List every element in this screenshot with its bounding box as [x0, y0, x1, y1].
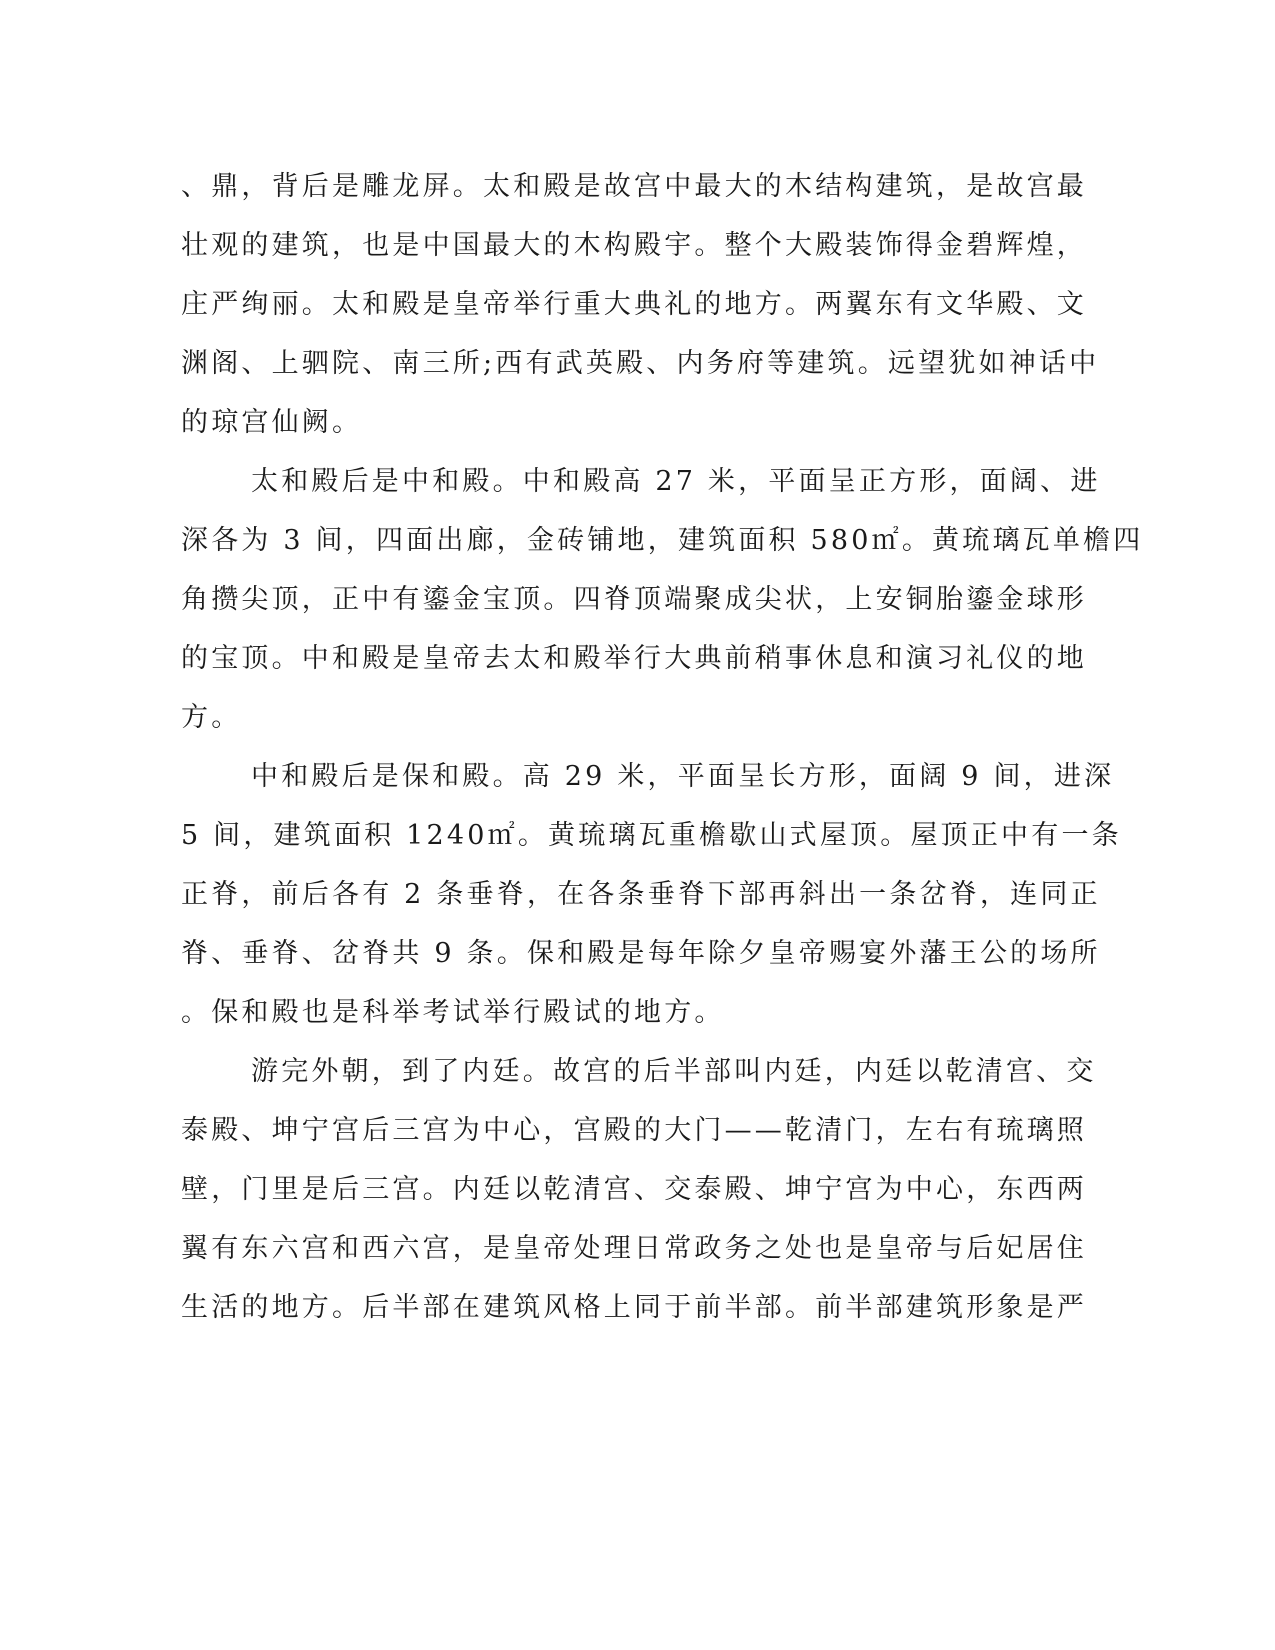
text-line: 太和殿后是中和殿。中和殿高 27 米，平面呈正方形，面阔、进 [251, 466, 1101, 497]
text-line: 壁，门里是后三宫。内廷以乾清宫、交泰殿、坤宁宫为中心，东西两 [181, 1174, 1087, 1205]
text-line: 翼有东六宫和西六宫，是皇帝处理日常政务之处也是皇帝与后妃居住 [181, 1233, 1087, 1264]
text-line: 壮观的建筑，也是中国最大的木构殿宇。整个大殿装饰得金碧辉煌， [181, 230, 1087, 261]
text-line: 中和殿后是保和殿。高 29 米，平面呈长方形，面阔 9 间，进深 [251, 761, 1115, 792]
text-line: 方。 [181, 702, 242, 733]
text-line: 、鼎，背后是雕龙屏。太和殿是故宫中最大的木结构建筑，是故宫最 [181, 171, 1087, 202]
text-line: 泰殿、坤宁宫后三宫为中心，宫殿的大门——乾清门，左右有琉璃照 [181, 1115, 1087, 1146]
text-line: 的宝顶。中和殿是皇帝去太和殿举行大典前稍事休息和演习礼仪的地 [181, 643, 1087, 674]
text-line: 角攒尖顶，正中有鎏金宝顶。四脊顶端聚成尖状，上安铜胎鎏金球形 [181, 584, 1087, 615]
text-line: 5 间，建筑面积 1240㎡。黄琉璃瓦重檐歇山式屋顶。屋顶正中有一条 [181, 820, 1122, 851]
text-line: 脊、垂脊、岔脊共 9 条。保和殿是每年除夕皇帝赐宴外藩王公的场所 [181, 938, 1101, 969]
text-line: 渊阁、上驷院、南三所;西有武英殿、内务府等建筑。远望犹如神话中 [181, 348, 1100, 379]
text-line: 的琼宫仙阙。 [181, 407, 363, 438]
text-line: 深各为 3 间，四面出廊，金砖铺地，建筑面积 580㎡。黄琉璃瓦单檐四 [181, 525, 1144, 556]
text-line: 正脊，前后各有 2 条垂脊，在各条垂脊下部再斜出一条岔脊，连同正 [181, 879, 1101, 910]
text-line: 游完外朝，到了内廷。故宫的后半部叫内廷，内廷以乾清宫、交 [251, 1056, 1097, 1087]
text-line: 庄严绚丽。太和殿是皇帝举行重大典礼的地方。两翼东有文华殿、文 [181, 289, 1087, 320]
text-line: 。保和殿也是科举考试举行殿试的地方。 [181, 997, 725, 1028]
body-text [181, 157, 1144, 1337]
text-line: 生活的地方。后半部在建筑风格上同于前半部。前半部建筑形象是严 [181, 1292, 1087, 1323]
